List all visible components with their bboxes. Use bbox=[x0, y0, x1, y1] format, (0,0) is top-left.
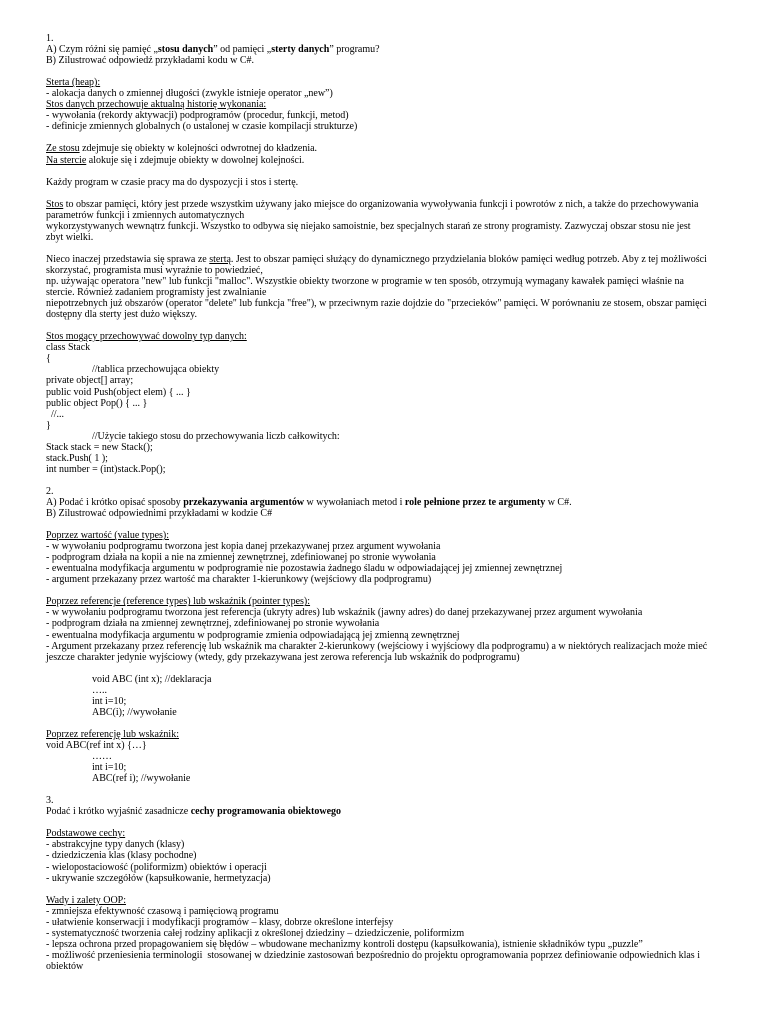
list-item: - argument przekazany przez wartość ma charakter 1-kierunkowy (wejściowy dla podprogramu) bbox=[46, 574, 432, 586]
code-line: { bbox=[46, 353, 51, 365]
code-line: class Stack bbox=[46, 342, 91, 354]
code-line: int i=10; bbox=[92, 695, 127, 707]
paragraph-line: niepotrzebnych już obszarów (operator "delete" lub funkcja "free"), w przeciwnym razie dojdzie do "przecieków" pamięci. W porównaniu ze stosem, obszar pamięci bbox=[46, 298, 707, 310]
text-line: Na stercie alokuje się i zdejmuje obiekty w dowolnej kolejności. bbox=[46, 154, 305, 166]
question-number: 3. bbox=[46, 795, 54, 807]
code-line: ABC(i); //wywołanie bbox=[92, 706, 177, 718]
paragraph-line: np. używając operatora "new" lub funkcji "malloc". Wszystkie obiekty tworzone w programie w ten sposób, otrzymują wymagany kawałek pamięci właśnie na bbox=[46, 276, 684, 288]
text-line: Ze stosu zdejmuje się obiekty w kolejności odwrotnej do kładzenia. bbox=[46, 143, 318, 155]
paragraph-line: parametrów funkcji i zmiennych automatycznych bbox=[46, 209, 245, 221]
code-line: void ABC(ref int x) {…} bbox=[46, 740, 147, 751]
code-line: int number = (int)stack.Pop(); bbox=[46, 463, 166, 475]
list-item: - dziedziczenia klas (klasy pochodne) bbox=[46, 850, 197, 862]
list-item: - ułatwienie konserwacji i modyfikacji programów – klasy, dobrze określone interfejsy bbox=[46, 916, 394, 928]
code-line: private object[] array; bbox=[46, 375, 134, 387]
code-line: Stack stack = new Stack(); bbox=[46, 441, 153, 453]
code-line: public object Pop() { ... } bbox=[46, 397, 148, 409]
list-item: - zmniejsza efektywność czasową i pamięciową programu bbox=[46, 905, 279, 917]
section-heading: Podstawowe cechy: bbox=[46, 828, 126, 840]
text-line: Każdy program w czasie pracy ma do dyspozycji i stos i stertę. bbox=[46, 176, 299, 188]
code-line: stack.Push( 1 ); bbox=[46, 452, 108, 464]
code-comment: //tablica przechowująca obiekty bbox=[92, 364, 220, 376]
paragraph-line: Nieco inaczej przedstawia się sprawa ze stertą. Jest to obszar pamięci służący do dynamicznego przydzielania bloków pamięci według potrzeb. Aby z tej możliwości bbox=[46, 253, 707, 265]
section-heading: Sterta (heap): bbox=[46, 77, 101, 89]
question-number: 1. bbox=[46, 33, 54, 44]
paragraph-line: wykorzystywanych wewnątrz funkcji. Wszystko to odbywa się niejako samoistnie, bez specjalnych starań ze strony programisty. Zazwyczaj obszar stosu nie jest bbox=[46, 220, 691, 232]
list-item: - systematyczność tworzenia całej rodziny aplikacji z określonej dziedziny – dziedziczenie, poliformizm bbox=[46, 927, 465, 939]
section-heading: Poprzez referencje (reference types) lub wskaźnik (pointer types): bbox=[46, 596, 311, 608]
list-item: - abstrakcyjne typy danych (klasy) bbox=[46, 839, 185, 851]
list-item: - ewentualna modyfikacja argumentu w podprogramie zmienia odpowiadającą jej zmienną zewnętrznej bbox=[46, 629, 460, 641]
code-line: } bbox=[46, 419, 51, 431]
section-heading: Stos danych przechowuje aktualną historię wykonania: bbox=[46, 99, 267, 111]
section-heading: Wady i zalety OOP: bbox=[46, 894, 127, 906]
question-text: B) Zilustrować odpowiedź przykładami kodu w C#. bbox=[46, 55, 255, 67]
paragraph-line: Stos to obszar pamięci, który jest przede wszystkim używany jako miejsce do organizowania wywoływania funkcji i powrotów z nich, a także do przechowywania bbox=[46, 198, 699, 210]
question-text: A) Czym różni się pamięć „stosu danych” od pamięci „sterty danych” programu? bbox=[46, 44, 380, 56]
list-item: - ukrywanie szczegółów (kapsułkowanie, hermetyzacja) bbox=[46, 872, 271, 884]
list-item: - wielopostaciowość (poliformizm) obiektów i operacji bbox=[46, 861, 267, 873]
paragraph-line: zbyt wielki. bbox=[46, 231, 94, 243]
section-heading: Poprzez wartość (value types): bbox=[46, 530, 170, 542]
list-item: - możliwość przeniesienia terminologii stosowanej w dziedzinie zastosowań bezpośrednio do projektu oprogramowania poprzez definiowanie odpowiednich klas i bbox=[46, 949, 700, 961]
code-line: void ABC (int x); //deklaracja bbox=[92, 673, 212, 685]
code-line: …… bbox=[92, 751, 112, 763]
code-line: ….. bbox=[92, 684, 107, 696]
question-number: 2. bbox=[46, 485, 54, 497]
list-item: - w wywołaniu podprogramu tworzona jest referencja (ukryty adres) lub wskaźnik (jawny adres) do danej przekazywanej przez argument wywołania bbox=[46, 607, 643, 619]
question-text: Podać i krótko wyjaśnić zasadnicze cechy programowania obiektowego bbox=[46, 806, 342, 818]
text-line: - alokacja danych o zmiennej długości (zwykle istnieje operator „new”) bbox=[46, 88, 333, 100]
section-heading: Stos mogący przechowywać dowolny typ danych: bbox=[46, 331, 247, 343]
paragraph-line: stercie. Również zadaniem programisty jest zwalnianie bbox=[46, 287, 267, 299]
text-line: - wywołania (rekordy aktywacji) podprogramów (procedur, funkcji, metod) bbox=[46, 110, 349, 122]
list-item: jeszcze charakter jedynie wyjściowy (wtedy, gdy przekazywana jest zerowa referencja lub wskaźnik do podprogramu) bbox=[46, 651, 520, 663]
code-line: int i=10; bbox=[92, 762, 127, 774]
list-item: - w wywołaniu podprogramu tworzona jest kopia danej przekazywanej przez argument wywołania bbox=[46, 541, 441, 553]
list-item: - podprogram działa na kopii a nie na zmiennej zewnętrznej, zdefiniowanej po stronie wywołania bbox=[46, 552, 436, 564]
list-item: - Argument przekazany przez referencję lub wskaźnik ma charakter 2-kierunkowy (wejściowy i wyjściowy dla podprogramu) a w niektórych realizacjach może mieć bbox=[46, 640, 708, 652]
list-item: obiektów bbox=[46, 960, 84, 972]
question-text: A) Podać i krótko opisać sposoby przekazywania argumentów w wywołaniach metod i role pełnione przez te argumenty w C#. bbox=[46, 496, 572, 508]
list-item: - ewentualna modyfikacja argumentu w podprogramie nie pozostawia żadnego śladu w odpowiadającej jej zmiennej zewnętrznej bbox=[46, 563, 563, 575]
question-text: B) Zilustrować odpowiednimi przykładami w kodzie C# bbox=[46, 508, 273, 520]
list-item: - podprogram działa na zmiennej zewnętrznej, zdefiniowanej po stronie wywołania bbox=[46, 618, 380, 630]
code-line: public void Push(object elem) { ... } bbox=[46, 386, 191, 398]
section-heading: Poprzez referencję lub wskaźnik: bbox=[46, 728, 179, 740]
document-page bbox=[46, 33, 736, 972]
text-line: - definicje zmiennych globalnych (o ustalonej w czasie kompilacji strukturze) bbox=[46, 121, 358, 133]
paragraph-line: skorzystać, programista musi wyraźnie to powiedzieć, bbox=[46, 264, 263, 276]
paragraph-line: dostępny dla sterty jest dużo większy. bbox=[46, 309, 197, 321]
list-item: - lepsza ochrona przed propagowaniem się błędów – wbudowane mechanizmy kontroli dostępu (kapsułkowania), istnienie składników typu „puzzle” bbox=[46, 938, 643, 950]
code-line: //... bbox=[46, 408, 65, 420]
code-line: ABC(ref i); //wywołanie bbox=[92, 773, 191, 785]
code-comment: //Użycie takiego stosu do przechowywania liczb całkowitych: bbox=[92, 430, 340, 442]
